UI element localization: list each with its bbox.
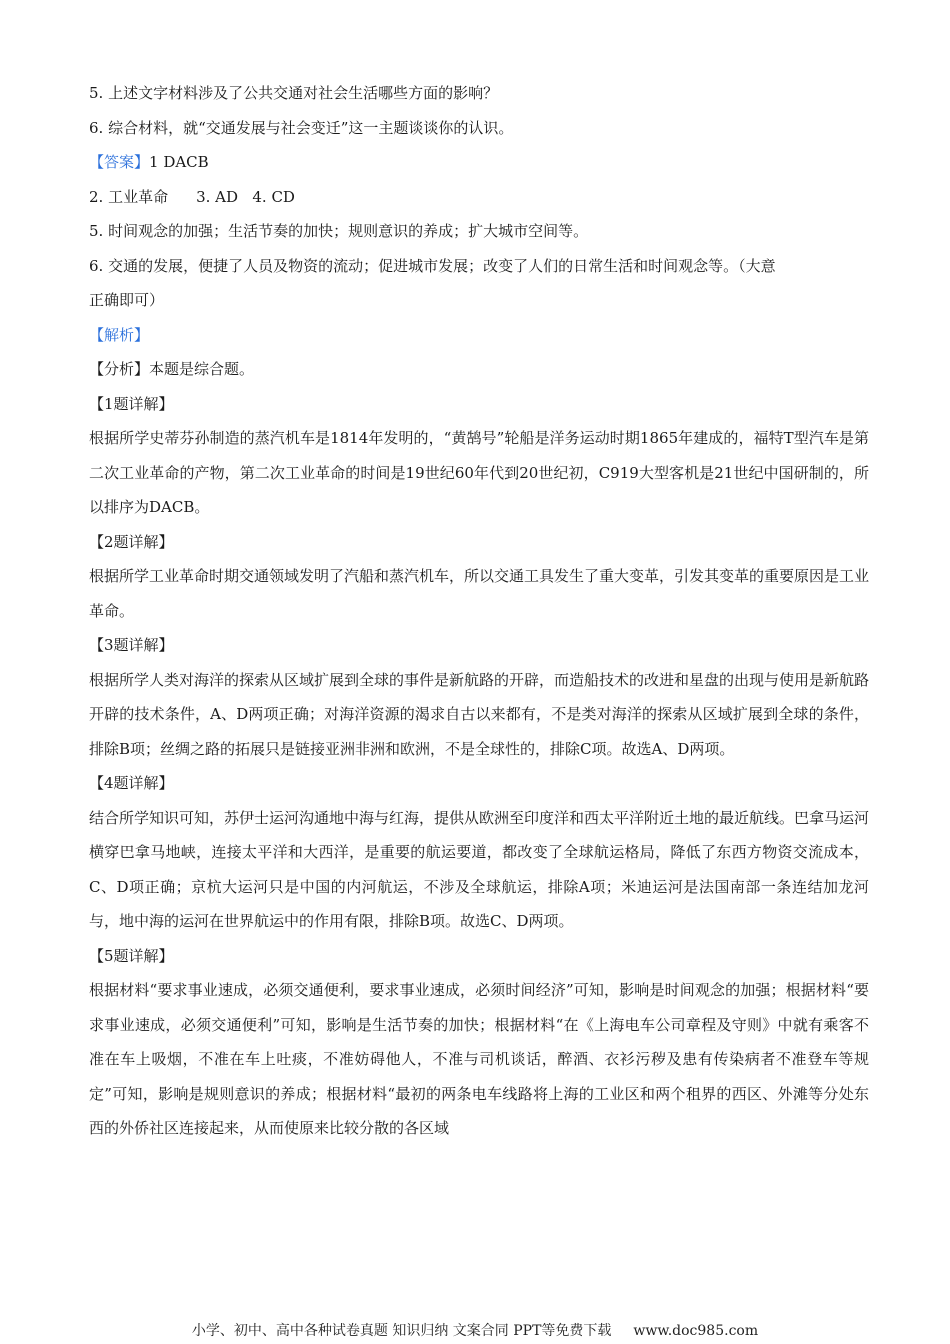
answer-3: 3. AD [196,187,239,206]
q3-detail-body: 根据所学人类对海洋的探索从区域扩展到全球的事件是新航路的开辟，而造船技术的改进和星盘的出现与使用是新航路开辟的技术条件，A、D两项正确；对海洋资源的渴求自古以来都有，不是类对海洋的探索从区域扩展到全球的条件，排除B项；丝绸之路的拓展只是链接亚洲非洲和欧洲，不是全球性的，排除C项。故选A、D两项。 [89,670,870,758]
q3-detail-heading: 【3题详解】 [89,636,174,654]
page-footer [0,1322,950,1340]
answer-1: 1 DACB [149,153,209,171]
footer-site-link[interactable]: www.doc985.com [633,1323,759,1339]
question-5: 5. 上述文字材料涉及了公共交通对社会生活哪些方面的影响？ [89,84,499,102]
analysis-intro: 【分析】本题是综合题。 [89,360,255,378]
q2-detail-body: 根据所学工业革命时期交通领域发明了汽船和蒸汽机车，所以交通工具发生了重大变革，引发其变革的重要原因是工业革命。 [89,567,870,620]
answer-line-2 [89,180,869,215]
answer-2: 2. 工业革命 [89,187,169,206]
answer-6-line-1: 6. 交通的发展，便捷了人员及物资的流动；促进城市发展；改变了人们的日常生活和时间观念等。（大意 [89,256,776,275]
q5-detail-body: 根据材料“要求事业速成，必须交通便利，要求事业速成，必须时间经济”可知，影响是时间观念的加强；根据材料“要求事业速成，必须交通便利”可知，影响是生活节奏的加快；根据材料“在《上海电车公司章程及守则》中就有乘客不准在车上吸烟，不准在车上吐痰，不准妨碍他人，不准与司机谈话，醉酒、衣衫污秽及患有传染病者不准登车等规定”可知，影响是规则意识的养成；根据材料“最初的两条电车线路将上海的工业区和两个租界的西区、外滩等分处东西的外侨社区连接起来，从而使原来比较分散的各区域 [89,981,869,1137]
answer-line-1 [89,145,869,180]
q1-detail-heading: 【1题详解】 [89,394,174,413]
answer-6-line-2: 正确即可） [89,291,165,309]
answer-4: 4. CD [252,187,295,206]
question-6: 6. 综合材料，就“交通发展与社会变迁”这一主题谈谈你的认识。 [89,118,514,137]
answer-tag: 【答案】 [89,153,150,171]
q5-detail-heading: 【5题详解】 [89,946,174,965]
footer-text: 小学、初中、高中各种试卷真题 知识归纳 文案合同 PPT等免费下载 [191,1323,612,1339]
q1-detail-body: 根据所学史蒂芬孙制造的蒸汽机车是1814年发明的，“黄鹄号”轮船是洋务运动时期1865年建成的，福特T型汽车是第二次工业革命的产物，第二次工业革命的时间是19世纪60年代到20世纪初，C919大型客机是21世纪中国研制的，所以排序为DACB。 [89,429,869,516]
answer-5: 5. 时间观念的加强；生活节奏的加快；规则意识的养成；扩大城市空间等。 [89,222,589,240]
document-page [89,76,869,1146]
analysis-tag: 【解析】 [89,325,150,344]
q2-detail-heading: 【2题详解】 [89,532,174,551]
q4-detail-heading: 【4题详解】 [89,774,174,792]
q4-detail-body: 结合所学知识可知，苏伊士运河沟通地中海与红海，提供从欧洲至印度洋和西太平洋附近土地的最近航线。巴拿马运河横穿巴拿马地峡，连接太平洋和大西洋，是重要的航运要道，都改变了全球航运格局，降低了东西方物资交流成本，C、D项正确；京杭大运河只是中国的内河航运，不涉及全球航运，排除A项；米迪运河是法国南部一条连结加龙河与，地中海的运河在世界航运中的作用有限，排除B项。故选C、D两项。 [89,808,870,930]
